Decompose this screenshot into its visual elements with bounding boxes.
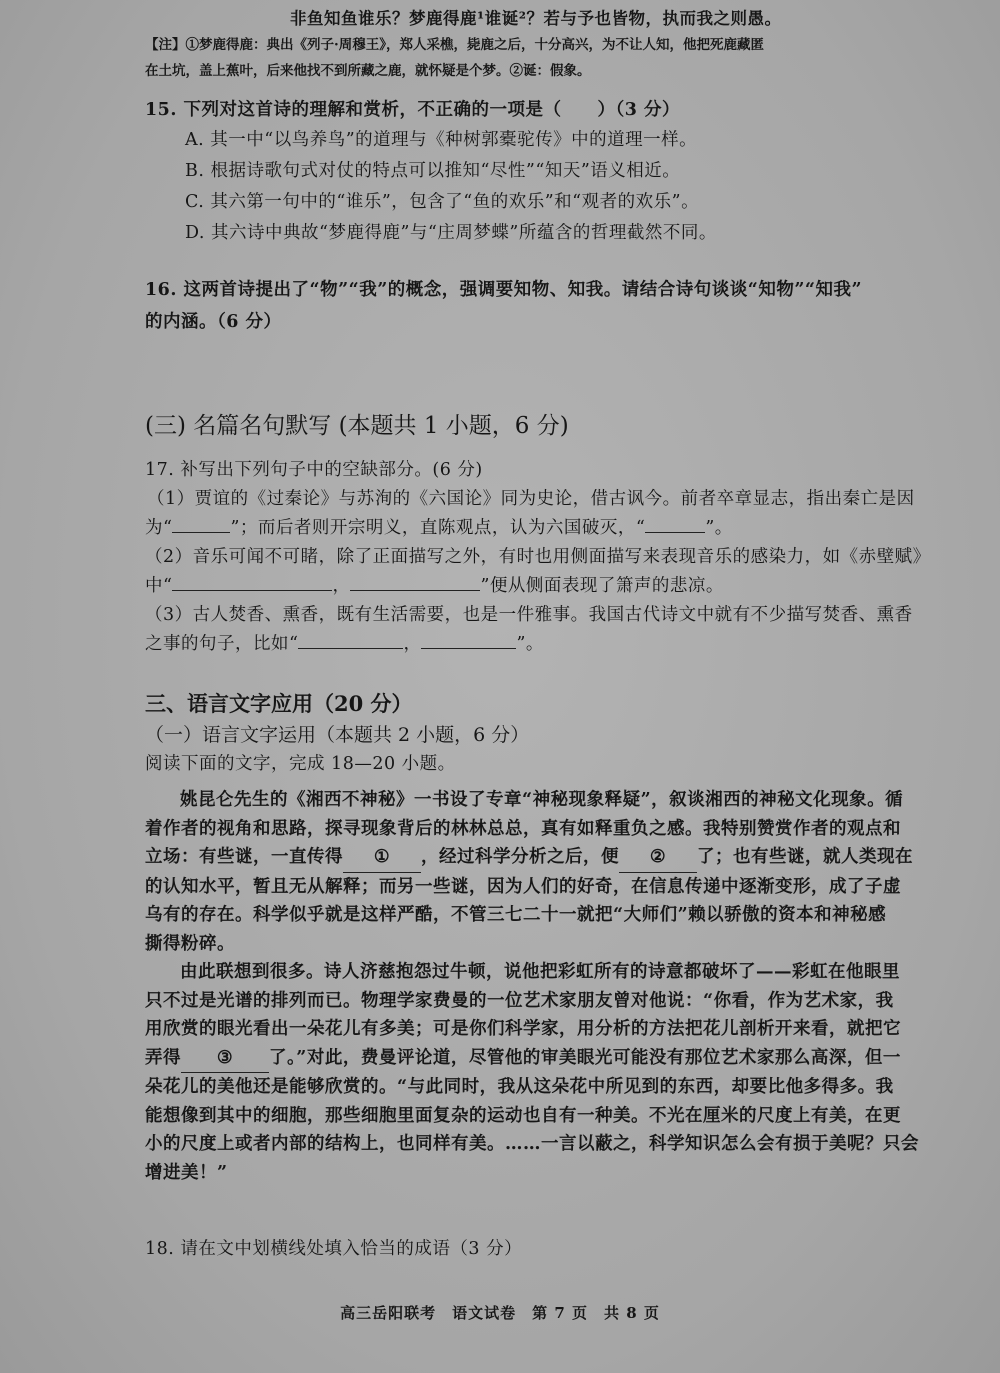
passage-p1-line3 bbox=[145, 843, 970, 873]
q17-part3-suffix: ”。 bbox=[516, 634, 544, 654]
passage-p1-line6: 撕得粉碎。 bbox=[145, 933, 235, 954]
passage-p2-line3: 用欣赏的眼光看出一朵花儿有多美；可是你们科学家，用分析的方法把花儿剖析开来看，就把它 bbox=[145, 1019, 901, 1039]
part-3-heading-block bbox=[145, 688, 975, 779]
q17-part2-suffix: ”便从侧面表现了箫声的悲凉。 bbox=[480, 576, 724, 596]
question-17 bbox=[145, 456, 980, 659]
q17-part1-middle: ”；而后者则开宗明义，直陈观点，认为六国破灭，“ bbox=[230, 518, 646, 538]
q15-stem: 15. 下列对这首诗的理解和赏析，不正确的一项是（ ）（3 分） bbox=[145, 100, 681, 120]
passage-p2-line4-a: 弄得 bbox=[145, 1047, 181, 1068]
passage-blank-2[interactable]: ② bbox=[619, 843, 697, 873]
poem-line-block bbox=[290, 4, 990, 33]
passage-blank-3[interactable]: ③ bbox=[181, 1044, 269, 1074]
passage-p1-line3-b: ，经过科学分析之后，便 bbox=[421, 847, 619, 867]
note-line-1: 【注】①梦鹿得鹿：典出《列子·周穆王》，郑人采樵，毙鹿之后，十分高兴，为不让人知，他把死鹿藏匿 bbox=[145, 37, 764, 53]
passage-p1-line3-a: 立场：有些谜，一直传得 bbox=[145, 847, 343, 867]
q15-option-b: B. 根据诗歌句式对仗的特点可以推知“尽性”“知天”语义相近。 bbox=[185, 161, 681, 181]
passage-p1-line2: 着作者的视角和思路，探寻现象背后的林林总总，真有如释重负之感。我特别赞赏作者的观点和 bbox=[145, 818, 901, 839]
passage-blank-1[interactable]: ① bbox=[343, 843, 421, 873]
q17-part3-line2 bbox=[145, 630, 980, 659]
passage-p2-line4 bbox=[145, 1044, 970, 1074]
q17-part3-line1: （3）古人焚香、熏香，既有生活需要，也是一件雅事。我国古代诗文中就有不少描写焚香、熏香 bbox=[145, 605, 913, 625]
passage-p2-line2: 只不过是光谱的排列而已。物理学家费曼的一位艺术家朋友曾对他说：“你看，作为艺术家，我 bbox=[145, 990, 894, 1011]
q17-part2-prefix: 中“ bbox=[145, 576, 173, 596]
q18-stem: 18. 请在文中划横线处填入恰当的成语（3 分） bbox=[145, 1239, 523, 1259]
passage-p2-line4-b: 了。”对此，费曼评论道，尽管他的审美眼光可能没有那位艺术家那么高深，但一 bbox=[269, 1047, 901, 1068]
passage-p2-line8: 增进美！” bbox=[145, 1162, 228, 1183]
passage-p2-line1: 由此联想到很多。诗人济慈抱怨过牛顿，说他把彩虹所有的诗意都破坏了——彩虹在他眼里 bbox=[180, 962, 900, 982]
q17-part1-line1: （1）贾谊的《过秦论》与苏洵的《六国论》同为史论，借古讽今。前者卒章显志，指出秦亡是因 bbox=[147, 489, 915, 509]
section-3-title: (三) 名篇名句默写 (本题共 1 小题，6 分) bbox=[145, 413, 569, 439]
page-footer: 高三岳阳联考 语文试卷 第 7 页 共 8 页 bbox=[340, 1304, 660, 1322]
q17-part3-middle: ， bbox=[403, 634, 422, 654]
passage-p1-line3-c: 了；也有些谜，就人类现在 bbox=[697, 847, 913, 867]
q17-blank-4[interactable] bbox=[350, 590, 480, 591]
q17-part2-middle: ， bbox=[332, 576, 351, 596]
passage-p1-line1: 姚昆仑先生的《湘西不神秘》一书设了专章“神秘现象释疑”，叙谈湘西的神秘文化现象。循 bbox=[180, 790, 904, 810]
q17-part2-line1: （2）音乐可闻不可睹，除了正面描写之外，有时也用侧面描写来表现音乐的感染力，如《赤壁赋》 bbox=[145, 547, 931, 567]
q17-blank-1[interactable] bbox=[172, 532, 230, 533]
q17-blank-2[interactable] bbox=[645, 532, 705, 533]
q15-option-c: C. 其六第一句中的“谁乐”，包含了“鱼的欢乐”和“观者的欢乐”。 bbox=[185, 192, 700, 212]
note-block bbox=[145, 32, 980, 84]
passage-p2-line5: 朵花儿的美他还是能够欣赏的。“与此同时，我从这朵花中所见到的东西，却要比他多得多。我 bbox=[145, 1077, 894, 1097]
part-3-title: 三、语言文字应用（20 分） bbox=[145, 691, 413, 716]
passage-p2-line6: 能想像到其中的细胞，那些细胞里面复杂的运动也自有一种美。不光在厘米的尺度上有美，在更 bbox=[145, 1105, 901, 1126]
q17-stem: 17. 补写出下列句子中的空缺部分。(6 分) bbox=[145, 460, 483, 480]
q17-part1-suffix: ”。 bbox=[705, 518, 733, 538]
passage-p2-line7: 小的尺度上或者内部的结构上，也同样有美。……一言以蔽之，科学知识怎么会有损于美呢？只会 bbox=[145, 1134, 919, 1154]
section-3-heading-block bbox=[145, 409, 975, 443]
question-15 bbox=[145, 96, 975, 249]
note-line-2: 在土坑，盖上蕉叶，后来他找不到所藏之鹿，就怀疑是个梦。②诞：假象。 bbox=[145, 63, 591, 79]
passage-p1-line4: 的认知水平，暂且无从解释；而另一些谜，因为人们的好奇，在信息传递中逐渐变形，成了子虚 bbox=[145, 876, 901, 897]
q17-part3-prefix: 之事的句子，比如“ bbox=[145, 634, 299, 654]
q15-option-a: A. 其一中“以鸟养鸟”的道理与《种树郭橐驼传》中的道理一样。 bbox=[185, 130, 698, 150]
q16-line-2: 的内涵。（6 分） bbox=[145, 312, 282, 332]
q17-part2-line2 bbox=[145, 572, 980, 601]
q17-blank-5[interactable] bbox=[298, 648, 403, 649]
q16-line-1: 16. 这两首诗提出了“物”“我”的概念，强调要知物、知我。请结合诗句谈谈“知物”“知我” bbox=[145, 280, 863, 300]
q17-part1-line2 bbox=[145, 514, 980, 543]
question-16 bbox=[145, 274, 980, 338]
poem-line: 非鱼知鱼谁乐？梦鹿得鹿¹谁诞²？若与予也皆物，执而我之则愚。 bbox=[290, 9, 782, 28]
q15-option-d: D. 其六诗中典故“梦鹿得鹿”与“庄周梦蝶”所蕴含的哲理截然不同。 bbox=[185, 223, 717, 243]
q17-blank-3[interactable] bbox=[172, 590, 332, 591]
q17-blank-6[interactable] bbox=[421, 648, 516, 649]
sub-section-1-title: （一）语言文字运用（本题共 2 小题，6 分） bbox=[145, 724, 530, 746]
reading-passage bbox=[145, 786, 970, 1187]
passage-p1-line5: 乌有的存在。科学似乎就是这样严酷，不管三七二十一就把“大师们”赖以骄傲的资本和神秘感 bbox=[145, 905, 887, 925]
reading-instruction: 阅读下面的文字，完成 18—20 小题。 bbox=[145, 754, 456, 774]
q17-part1-prefix: 为“ bbox=[145, 518, 173, 538]
question-18 bbox=[145, 1235, 975, 1264]
